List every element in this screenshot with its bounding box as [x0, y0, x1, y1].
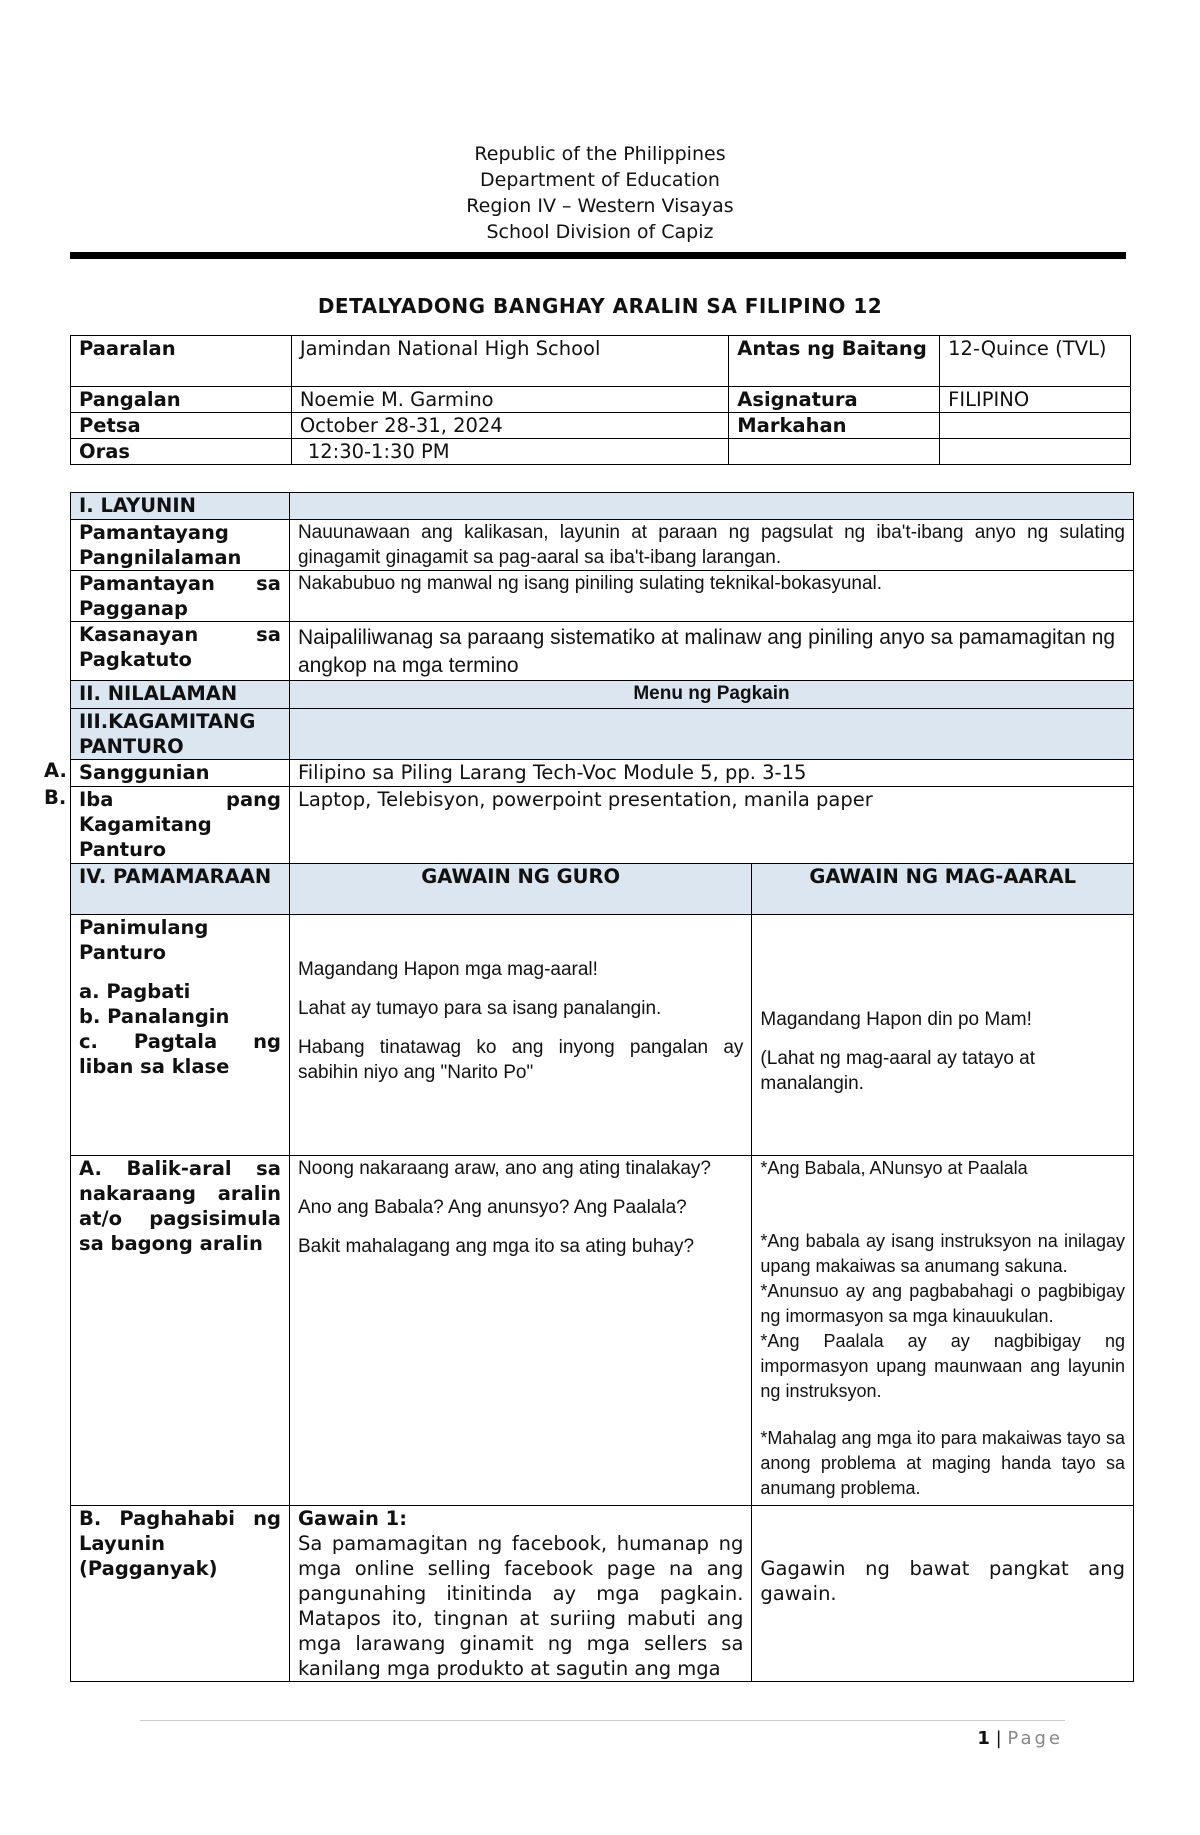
panalangin-label: b. Panalangin [79, 1005, 230, 1028]
balik-aral-guro [289, 1156, 751, 1506]
antas-label: Antas ng Baitang [729, 336, 940, 387]
header-department: Department of Education [480, 169, 720, 191]
gawain-aaral: Gagawin ng bawat pangkat ang gawain. [760, 1557, 1125, 1605]
sanggunian-label: Sanggunian [71, 760, 290, 787]
guro-header: GAWAIN NG GURO [289, 864, 751, 915]
marker-b: B. [44, 786, 67, 809]
paghahabi-label: B. Paghahabi ng Layunin (Pagganyak) [71, 1506, 290, 1682]
balik-guro-q3: Bakit mahalagang ang mga ito sa ating buhay? [297, 1236, 695, 1257]
antas-value: 12-Quince (TVL) [940, 336, 1131, 387]
oras-label: Oras [71, 439, 292, 465]
footer-divider [140, 1720, 1065, 1721]
paghahabi-aaral [752, 1506, 1134, 1682]
page-title: DETALYADONG BANGHAY ARALIN SA FILIPINO 12 [317, 294, 883, 318]
pamantayang-label: Pamantayang Pangnilalaman [71, 520, 290, 571]
page-word: Page [1007, 1728, 1063, 1749]
gawain-title: Gawain 1: [297, 1507, 408, 1530]
pagganap-label: Pamantayan sa Pagganap [71, 571, 290, 622]
guro-prayer: Lahat ay tumayo para sa isang panalangin. [297, 998, 662, 1019]
layunin-heading: I. LAYUNIN [71, 493, 290, 520]
petsa-value: October 28-31, 2024 [291, 413, 728, 439]
header-republic: Republic of the Philippines [474, 143, 726, 165]
balik-aral-label: A. Balik-aral sa nakaraang aralin at/o pagsisimula sa bagong aralin [71, 1156, 290, 1506]
marker-a: A. [44, 759, 67, 782]
panimulang-guro [289, 915, 751, 1156]
paaralan-label: Paaralan [71, 336, 292, 387]
balik-guro-q1: Noong nakaraang araw, ano ang ating tinalakay? [297, 1158, 711, 1179]
header-divider [70, 252, 1126, 259]
iba-label: Iba pang Kagamitang Panturo [71, 787, 290, 864]
balik-guro-q2: Ano ang Babala? Ang anunsyo? Ang Paalala? [297, 1197, 687, 1218]
sanggunian-value: Filipino sa Piling Larang Tech-Voc Module 5, pp. 3-15 [289, 760, 1133, 787]
info-table [70, 335, 1131, 465]
pagtala-label: c. Pagtala ng liban sa klase [79, 1030, 281, 1078]
guro-greeting: Magandang Hapon mga mag-aaral! [297, 959, 598, 980]
markahan-value [940, 413, 1131, 439]
page-num: 1 [977, 1728, 990, 1749]
nilalaman-value: Menu ng Pagkain [289, 681, 1133, 709]
page-sep: | [989, 1728, 1008, 1749]
guro-attendance: Habang tinatawag ko ang inyong pangalan ay sabihin niyo ang "Narito Po" [297, 1037, 744, 1083]
balik-aaral-1: *Ang Babala, ANunsyo at Paalala [760, 1158, 1028, 1178]
lesson-plan-table [70, 492, 1134, 1682]
pangalan-value: Noemie M. Garmino [291, 387, 728, 413]
oras-value: 12:30-1:30 PM [291, 439, 728, 465]
gawain-text: Sa pamamagitan ng facebook, humanap ng mga online selling facebook page na ang pangunahing itinitinda ay mga pagkain. Matapos ito, tingnan at suriing mabuti ang mga larawang ginamit ng mga sellers sa kanilang mga produkto at sagutin ang mga [297, 1532, 744, 1680]
balik-aaral-5: *Mahalag ang mga ito para makaiwas tayo sa anong problema at maging handa tayo sa anumang problema. [760, 1428, 1125, 1498]
panimulang-cell [71, 915, 290, 1156]
asignatura-label: Asignatura [729, 387, 940, 413]
kasanayan-value: Naipaliliwanag sa paraang sistematiko at malinaw ang piniling anyo sa pamamagitan ng angkop na mga termino [289, 622, 1133, 681]
paghahabi-guro [289, 1506, 751, 1682]
petsa-label: Petsa [71, 413, 292, 439]
iba-value: Laptop, Telebisyon, powerpoint presentation, manila paper [289, 787, 1133, 864]
kasanayan-label: Kasanayan sa Pagkatuto [71, 622, 290, 681]
markahan-label: Markahan [729, 413, 940, 439]
page-number [977, 1728, 1063, 1749]
asignatura-value: FILIPINO [940, 387, 1131, 413]
kagamitan-label: III.KAGAMITANG PANTURO [71, 709, 290, 760]
balik-aaral-4: *Ang Paalala ay ay nagbibigay ng impormasyon upang maunwaan ang layunin ng instruksyon. [760, 1331, 1125, 1401]
header-division: School Division of Capiz [486, 221, 714, 243]
panimulang-label: Panimulang Panturo [79, 916, 209, 964]
pamamaraan-label: IV. PAMAMARAAN [71, 864, 290, 915]
magaaral-header: GAWAIN NG MAG-AARAL [752, 864, 1134, 915]
pagganap-value: Nakabubuo ng manwal ng isang piniling sulating teknikal-bokasyunal. [289, 571, 1133, 622]
document-header [0, 141, 1200, 245]
balik-aral-aaral [752, 1156, 1134, 1506]
pamantayang-value: Nauunawaan ang kalikasan, layunin at paraan ng pagsulat ng iba't-ibang anyo ng sulating ginagamit ginagamit sa pag-aaral sa iba't-ibang larangan. [289, 520, 1133, 571]
balik-aaral-3: *Anunsuo ay ang pagbabahagi o pagbibigay ng imormasyon sa mga kinauukulan. [760, 1281, 1125, 1326]
balik-aaral-2: *Ang babala ay isang instruksyon na inilagay upang makaiwas sa anumang sakuna. [760, 1231, 1125, 1276]
pagbati-label: a. Pagbati [79, 980, 191, 1003]
header-region: Region IV – Western Visayas [466, 195, 734, 217]
aaral-prayer: (Lahat ng mag-aaral ay tatayo at manalangin. [760, 1048, 1036, 1094]
aaral-greeting: Magandang Hapon din po Mam! [760, 1009, 1032, 1030]
paaralan-value: Jamindan National High School [291, 336, 728, 387]
nilalaman-label: II. NILALAMAN [71, 681, 290, 709]
panimulang-aaral [752, 915, 1134, 1156]
pangalan-label: Pangalan [71, 387, 292, 413]
